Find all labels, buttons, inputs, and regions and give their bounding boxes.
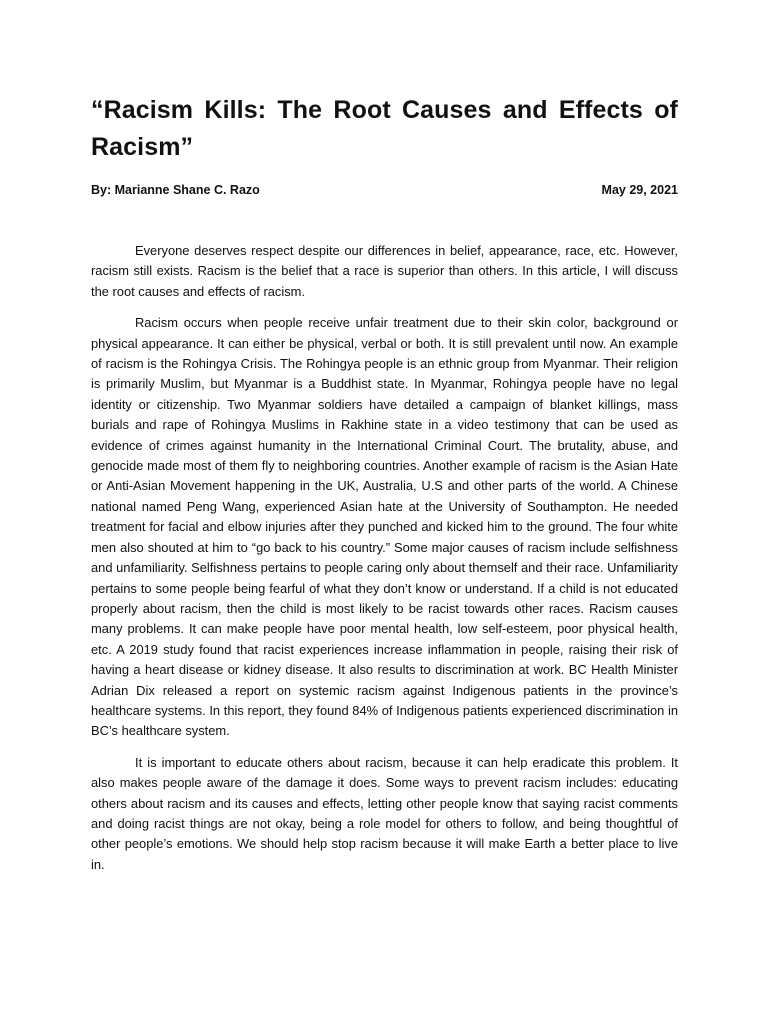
article-title: “Racism Kills: The Root Causes and Effects of Racism”	[91, 96, 678, 161]
article-meta	[91, 181, 678, 199]
article-date: May 29, 2021	[601, 183, 678, 197]
document-page	[91, 92, 678, 886]
paragraph-conclusion: It is important to educate others about racism, because it can help eradicate this problem. It also makes people aware of the damage it does. Some ways to prevent racism includes: educating others about racism and its causes and effects, letting other people know that saying racist comments and doing racist things are not okay, being a role model for others to follow, and being thoughtful of other people’s emotions. We should help stop racism because it will make Earth a better place to live in.	[91, 754, 678, 872]
paragraph-causes-effects: Racism occurs when people receive unfair treatment due to their skin color, background or physical appearance. It can either be physical, verbal or both. It is still prevalent until now. An example of racism is the Rohingya Crisis. The Rohingya people is an ethnic group from Myanmar. Their religion is primarily Muslim, but Myanmar is a Buddhist state. In Myanmar, Rohingya people have no legal identity or citizenship. Two Myanmar soldiers have detailed a campaign of blanket killings, mass burials and rape of Rohingya Muslims in Rakhine state in a video testimony that can be used as evidence of crimes against humanity in the International Criminal Court. The brutality, abuse, and genocide made most of them fly to neighboring countries. Another example of racism is the Asian Hate or Anti-Asian Movement happening in the UK, Australia, U.S and other parts of the world. A Chinese national named Peng Wang, experienced Asian hate at the University of Southampton. He needed treatment for facial and elbow injuries after they punched and kicked him to the ground. The four white men also shouted at him to “go back to his country.” Some major causes of racism include selfishness and unfamiliarity. Selfishness pertains to people caring only about themself and their race. Unfamiliarity pertains to some people being fearful of what they don’t know or understand. If a child is not educated properly about racism, then the child is most likely to be racist towards other races. Racism causes many problems. It can make people have poor mental health, low self-esteem, poor physical health, etc. A 2019 study found that racist experiences increase inflammation in people, raising their risk of having a heart disease or kidney disease. It also results to discrimination at work. BC Health Minister Adrian Dix released a report on systemic racism against Indigenous patients in the province’s healthcare systems. In this report, they found 84% of Indigenous patients experienced discrimination in BC’s healthcare system.	[91, 315, 678, 739]
paragraph-intro: Everyone deserves respect despite our differences in belief, appearance, race, etc. However, racism still exists. Racism is the belief that a race is superior than others. In this article, I will discuss the root causes and effects of racism.	[91, 243, 678, 299]
article-author: By: Marianne Shane C. Razo	[91, 183, 260, 197]
article-body	[91, 241, 678, 875]
